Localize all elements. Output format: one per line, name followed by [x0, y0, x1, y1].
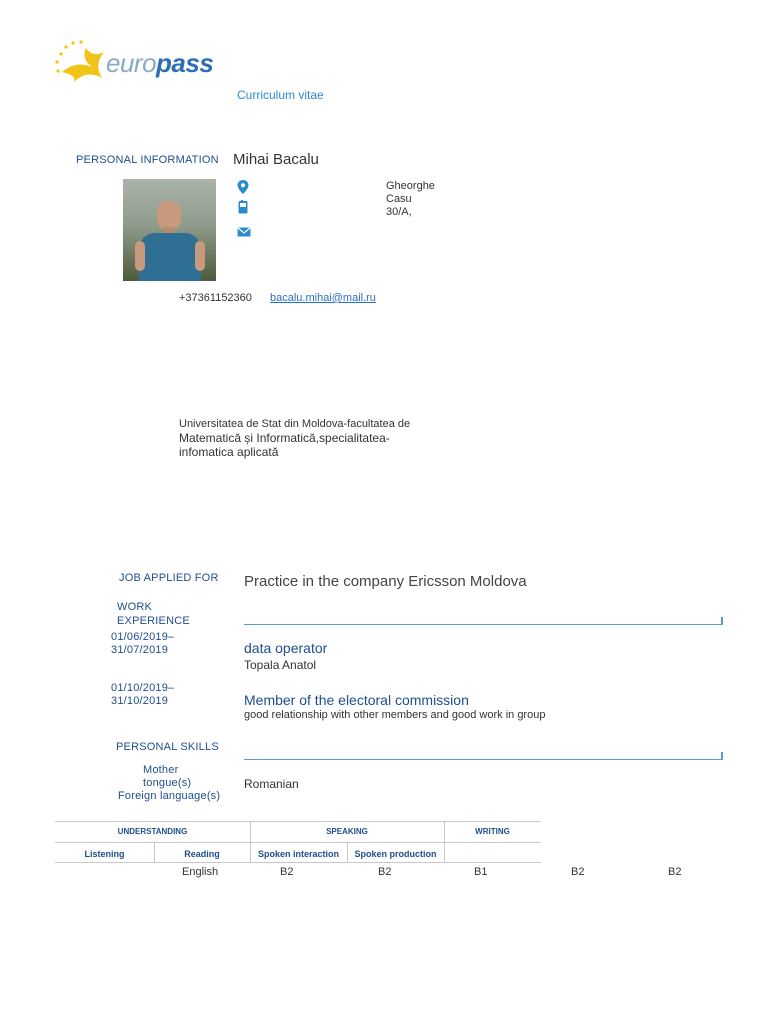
education-line-3: infomatica aplicată — [179, 445, 279, 459]
work-entry-1-title: data operator — [244, 640, 328, 656]
subheader-reading: Reading — [184, 849, 220, 859]
foreign-languages-label: Foreign language(s) — [118, 790, 221, 802]
personal-skills-divider-end — [721, 752, 723, 760]
personal-skills-divider — [244, 759, 723, 760]
language-row — [0, 866, 768, 882]
work-entry-2-title: Member of the electoral commission — [244, 692, 469, 708]
subheader-listening: Listening — [84, 849, 125, 859]
email-icon — [237, 224, 251, 242]
work-experience-divider — [244, 624, 723, 625]
address-line-1: Gheorghe — [386, 180, 435, 192]
header-writing: WRITING — [475, 827, 510, 836]
mother-tongue-label-line-2: tongue(s) — [143, 777, 192, 789]
personal-information-label: PERSONAL INFORMATION — [76, 154, 219, 166]
phone-number: +37361152360 — [179, 292, 252, 304]
job-applied-for-label: JOB APPLIED FOR — [119, 572, 219, 584]
language-level-listening: B2 — [280, 866, 294, 878]
document-title: Curriculum vitae — [237, 88, 324, 102]
address-line-3: 30/A, — [386, 206, 412, 218]
profile-photo — [123, 179, 216, 281]
email-link[interactable]: bacalu.mihai@mail.ru — [270, 292, 376, 304]
personal-skills-label: PERSONAL SKILLS — [116, 741, 219, 753]
subheader-spoken-interaction: Spoken interaction — [257, 849, 339, 859]
language-level-reading: B2 — [378, 866, 392, 878]
education-line-2: Matematică și Informatică,specialitatea- — [179, 431, 390, 445]
work-experience-divider-end — [721, 617, 723, 625]
logo-text-pass: pass — [156, 48, 214, 78]
europass-logo-figure-icon — [52, 38, 112, 88]
work-entry-2-date-end: 31/10/2019 — [111, 695, 169, 707]
language-table-header — [55, 821, 541, 864]
language-level-spoken-production: B2 — [571, 866, 585, 878]
mother-tongue-label-line-1: Mother — [143, 764, 179, 776]
mobile-phone-icon — [238, 200, 248, 219]
address-line-2: Casu — [386, 193, 412, 205]
header-speaking: SPEAKING — [326, 827, 368, 836]
work-entry-2-detail: good relationship with other members and good work in group — [244, 709, 546, 721]
subheader-spoken-production: Spoken production — [354, 849, 437, 859]
work-entry-2-date-start: 01/10/2019– — [111, 682, 175, 694]
work-entry-1-date-end: 31/07/2019 — [111, 644, 169, 656]
person-name: Mihai Bacalu — [233, 151, 319, 168]
location-icon — [237, 180, 249, 199]
logo-text-euro: euro — [106, 48, 157, 78]
language-name: English — [182, 866, 219, 878]
mother-tongue-value: Romanian — [244, 777, 299, 791]
work-experience-label-line-2: EXPERIENCE — [117, 615, 190, 627]
work-entry-1-detail: Topala Anatol — [244, 658, 317, 672]
job-applied-for-value: Practice in the company Ericsson Moldova — [244, 573, 527, 590]
work-entry-1-date-start: 01/06/2019– — [111, 631, 175, 643]
education-line-1: Universitatea de Stat din Moldova-facultatea de — [179, 418, 411, 430]
language-level-writing: B2 — [668, 866, 682, 878]
language-level-spoken-interaction: B1 — [474, 866, 488, 878]
europass-logo — [52, 38, 232, 90]
header-understanding: UNDERSTANDING — [117, 827, 188, 836]
work-experience-label-line-1: WORK — [117, 601, 153, 613]
